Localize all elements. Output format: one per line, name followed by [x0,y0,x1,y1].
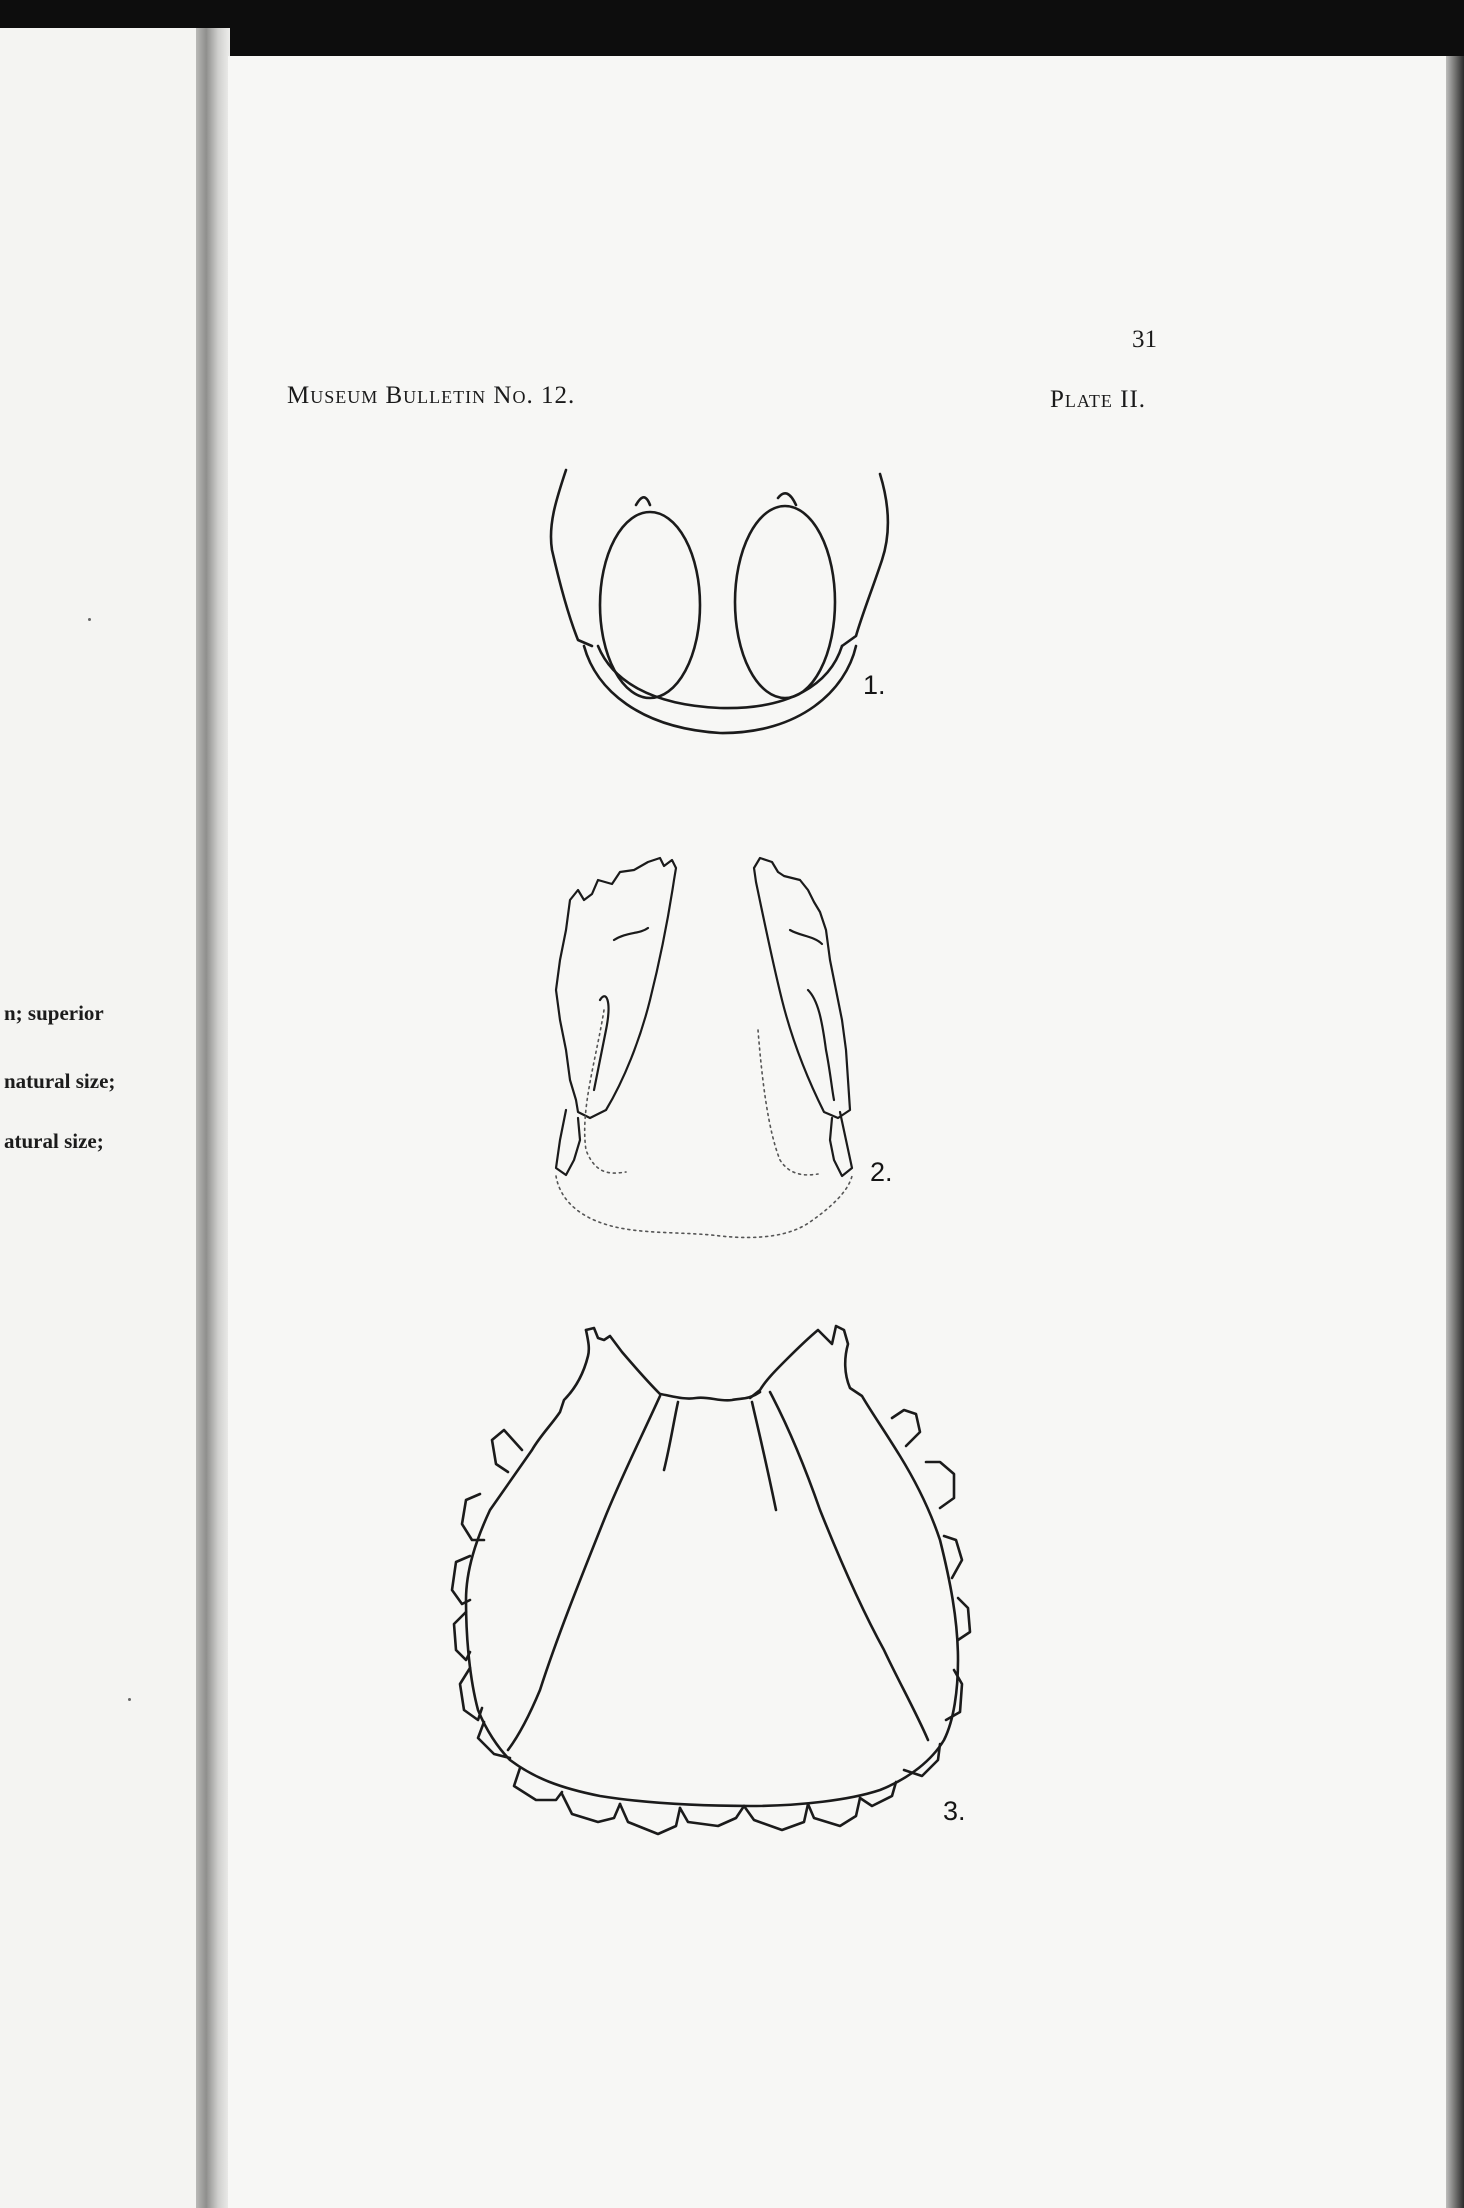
figure-3-scallop [958,1598,970,1640]
figure-3-scallop [904,1744,940,1776]
figure-2-label: 2. [870,1157,893,1187]
running-head: Museum Bulletin No. 12. [287,382,576,409]
figure-3-inner-right-line [770,1392,928,1740]
figure-2-dotted-outline [556,1010,852,1237]
figure-1-left-side [551,470,592,646]
facing-page-line: n; superior [4,1001,104,1025]
figure-1-drawing [551,470,888,733]
figure-3-left-horn [586,1328,660,1394]
figure-3-inner-stub-right [752,1402,776,1510]
figure-3-inner-left-line [508,1396,660,1750]
facing-page-line: natural size; [4,1069,116,1093]
figure-1-label: 1. [863,670,886,700]
figure-3-scallop [620,1804,680,1834]
figure-3-scallop [492,1430,522,1472]
figure-3-scallop [892,1410,920,1446]
figure-3-scallop [744,1804,808,1830]
page-number: 31 [1132,326,1157,353]
figure-1-top-notch-right [778,493,796,505]
figure-3-scallop [926,1462,954,1508]
figure-1-top-notch-left [636,497,650,505]
figure-1-right-side [842,474,888,646]
figure-1-right-orbit [735,506,835,698]
figure-2-drawing [556,858,852,1237]
figure-1-lower-rim-inner [598,646,842,708]
figure-2-left-lower-lobe [556,1110,580,1175]
plate-label: Plate II. [1050,386,1147,413]
figure-3-drawing [452,1326,970,1834]
figure-2-left-plate-ridge [594,996,608,1090]
figure-3-scallop [680,1806,744,1826]
figure-3-top-margin [660,1392,760,1400]
figure-2-left-plate [556,858,676,1118]
figure-1-lower-rim-outer [584,646,856,733]
figure-2-right-lower-lobe [830,1112,852,1176]
figure-3-label: 3. [943,1796,966,1826]
figure-3-inner-stub-left [664,1402,678,1470]
figure-2-right-plate-groove [790,930,822,944]
facing-page-line: atural size; [4,1129,104,1153]
figure-2-left-plate-groove [614,928,648,940]
figure-2-right-plate [754,858,850,1118]
figure-2-right-plate-ridge [808,990,834,1100]
